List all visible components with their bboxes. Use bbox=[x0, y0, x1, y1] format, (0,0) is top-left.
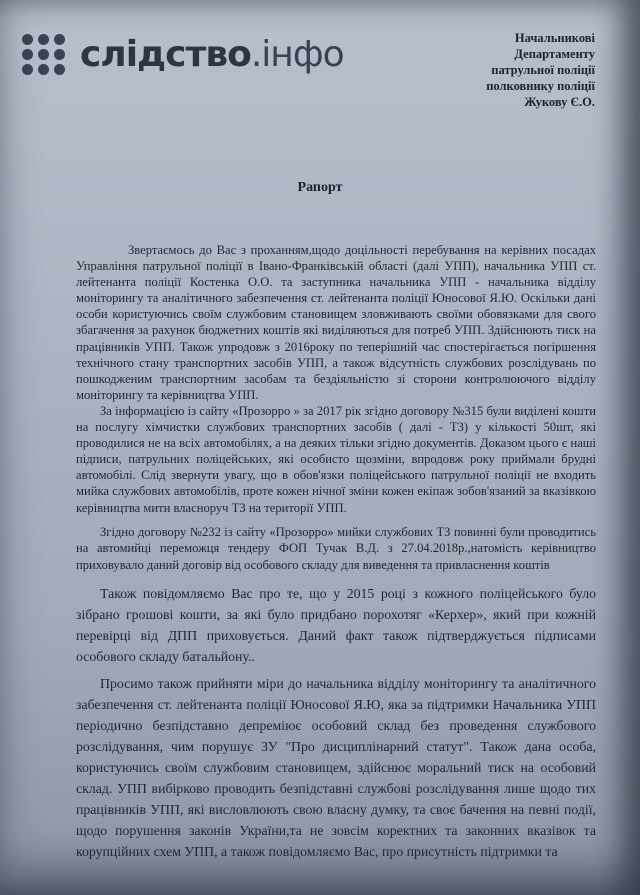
addressee-line: патрульної поліції bbox=[491, 63, 595, 77]
document-body bbox=[76, 242, 596, 862]
paragraph: Звертаємось до Вас з проханням,щодо доцільності перебування на керівних посадах Управління патрульної поліції в Івано-Франківській області (далі УПП), начальника УПП ст. лейтенанта поліції Костенка О.О. та заступника начальника УПП - начальника відділу моніторингу та аналітичного забезпечення ст. лейтенанта поліції Юносової Я.Ю. Оскільки дані особи користуючись своїм службовим становищем зловживають своїми обовязками для свого збагачення за рахунок бюджетних коштів які виділяються для потреб УПП. Здійснюють тиск на працівників УПП. Також упродовж з 2016року по теперішній час спостерігається погіршення технічного стану транспортних засобів УПП, а також відсутність службових розслідувань по пошкодженим транспортним засобам та бездіяльністю зі сторони контролюючого відділу моніторингу та керівництва УПП. bbox=[76, 243, 596, 402]
paragraph: Згідно договору №232 із сайту «Прозорро» мийки службових ТЗ повинні були проводитись на автомийці переможця тендеру ФОП Тучак В.Д. з 27.04.2018р.,натомість керівництво приховувало даний договір від особового складу для виведення та привласнення коштів bbox=[76, 524, 596, 572]
logo-text: слідство.інфо bbox=[80, 34, 344, 75]
paragraph: Просимо також прийняти міри до начальника відділу моніторингу та аналітичного забезпечення ст. лейтенанта поліції Юносової Я.Ю, яка за підтримки Начальника УПП періодично безпідставно депреміює особовий склад без проведення службового розслідування, чим порушує ЗУ "Про дисциплінарний статут". Також дана особа, користуючись своїм службовим становищем, здійснює моральний тиск на особовий склад. УПП вибірково проводить безпідставні службові розслідування лише щодо тих працівників УПП, які висловлюють свою власну думку, та своє бачення на певні події, щодо порушення законів України,та не зовсім коректних та законних вказівок та корупційних схем УПП, а також повідомляємо Вас, про присутність підтримки та bbox=[76, 676, 596, 860]
addressee-line: Жукову Є.О. bbox=[524, 95, 595, 109]
paragraph: За інформацією із сайту «Прозорро » за 2017 рік згідно договору №315 були виділені кошти на послугу хімчистки службових транспортних засобів ( далі - ТЗ) у кількості 50шт, які проводилися не на всіх автомобілях, а на деяких тільки згідно документів. Доказом цього є наші підписи, патрульних поліцейських, які особисто щозміни, впродовж року приймали брудні автомобілі. Слід звернути увагу, що в обов'язки поліцейського патрульної поліції не входить мийка службових автомобілів, проте кожен нічної зміни кожен екіпаж зобов'язаний за вказівкою керівництва мити власноруч ТЗ на території УПП. bbox=[76, 403, 596, 515]
addressee-line: полковнику поліції bbox=[486, 79, 595, 93]
logo-dot-grid-icon bbox=[22, 34, 66, 75]
watermark-logo bbox=[22, 34, 344, 75]
document-title: Рапорт bbox=[297, 180, 343, 195]
addressee-block bbox=[420, 30, 595, 110]
paragraph: Також повідомляємо Вас про те, що у 2015 році з кожного поліцейського було зібрано грошові кошти, за які було придбано порохотяг «Керхер», який при кожній перевірці від ДПП приховується. Даний факт також підтверджується підписами особового складу батальйону.. bbox=[76, 586, 596, 665]
addressee-line: Департаменту bbox=[514, 47, 595, 61]
addressee-line: Начальникові bbox=[514, 31, 595, 45]
